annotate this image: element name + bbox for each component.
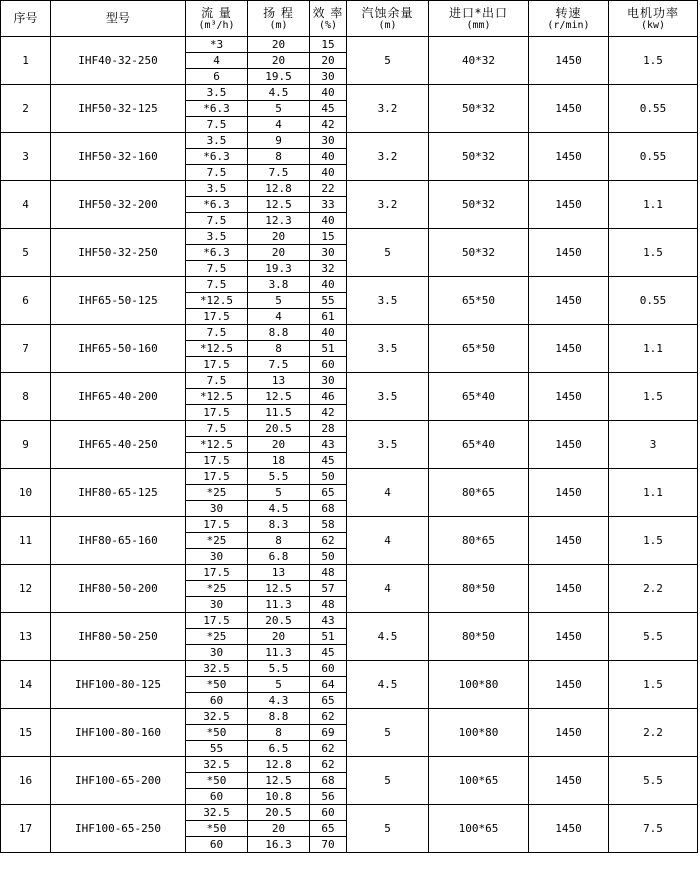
power-cell: 1.1	[609, 325, 698, 373]
speed-cell: 1450	[529, 37, 609, 85]
flow-cell: 7.5	[186, 277, 248, 293]
row-index: 5	[1, 229, 51, 277]
flow-cell: 7.5	[186, 421, 248, 437]
model-cell: IHF100-80-125	[51, 661, 186, 709]
speed-cell: 1450	[529, 469, 609, 517]
flow-cell: 17.5	[186, 357, 248, 373]
row-index: 17	[1, 805, 51, 853]
port-cell: 65*50	[429, 325, 529, 373]
table-row	[1, 565, 698, 581]
port-cell: 100*80	[429, 661, 529, 709]
head-cell: 16.3	[248, 837, 310, 853]
head-cell: 3.8	[248, 277, 310, 293]
speed-cell: 1450	[529, 277, 609, 325]
port-cell: 65*40	[429, 421, 529, 469]
row-index: 14	[1, 661, 51, 709]
header-npsh: 汽蚀余量 (m)	[347, 1, 429, 37]
efficiency-cell: 20	[310, 53, 347, 69]
flow-cell: 7.5	[186, 261, 248, 277]
npsh-cell: 3.2	[347, 133, 429, 181]
efficiency-cell: 57	[310, 581, 347, 597]
model-cell: IHF65-40-200	[51, 373, 186, 421]
head-cell: 13	[248, 565, 310, 581]
efficiency-cell: 62	[310, 757, 347, 773]
efficiency-cell: 62	[310, 741, 347, 757]
table-row	[1, 613, 698, 629]
head-cell: 8.3	[248, 517, 310, 533]
flow-cell: 17.5	[186, 309, 248, 325]
head-cell: 6.5	[248, 741, 310, 757]
port-cell: 65*50	[429, 277, 529, 325]
model-cell: IHF100-65-200	[51, 757, 186, 805]
row-index: 9	[1, 421, 51, 469]
table-row	[1, 421, 698, 437]
efficiency-cell: 43	[310, 613, 347, 629]
efficiency-cell: 65	[310, 693, 347, 709]
head-cell: 5	[248, 485, 310, 501]
flow-cell: 60	[186, 693, 248, 709]
model-cell: IHF50-32-200	[51, 181, 186, 229]
header-speed: 转速 (r/min)	[529, 1, 609, 37]
head-cell: 8	[248, 533, 310, 549]
flow-cell: 17.5	[186, 517, 248, 533]
head-cell: 7.5	[248, 357, 310, 373]
table-row	[1, 517, 698, 533]
head-cell: 20	[248, 229, 310, 245]
head-cell: 19.5	[248, 69, 310, 85]
power-cell: 7.5	[609, 805, 698, 853]
flow-cell: *12.5	[186, 341, 248, 357]
model-cell: IHF100-65-250	[51, 805, 186, 853]
head-cell: 12.8	[248, 181, 310, 197]
port-cell: 100*65	[429, 757, 529, 805]
table-row	[1, 277, 698, 293]
efficiency-cell: 62	[310, 709, 347, 725]
efficiency-cell: 40	[310, 325, 347, 341]
head-cell: 20	[248, 37, 310, 53]
head-cell: 5	[248, 677, 310, 693]
row-index: 12	[1, 565, 51, 613]
head-cell: 18	[248, 453, 310, 469]
head-cell: 9	[248, 133, 310, 149]
efficiency-cell: 62	[310, 533, 347, 549]
power-cell: 2.2	[609, 709, 698, 757]
efficiency-cell: 50	[310, 469, 347, 485]
flow-cell: *25	[186, 629, 248, 645]
efficiency-cell: 40	[310, 277, 347, 293]
efficiency-cell: 70	[310, 837, 347, 853]
npsh-cell: 5	[347, 709, 429, 757]
row-index: 16	[1, 757, 51, 805]
efficiency-cell: 46	[310, 389, 347, 405]
head-cell: 4	[248, 309, 310, 325]
flow-cell: 3.5	[186, 85, 248, 101]
speed-cell: 1450	[529, 133, 609, 181]
header-head: 扬 程 (m)	[248, 1, 310, 37]
head-cell: 12.5	[248, 389, 310, 405]
row-index: 10	[1, 469, 51, 517]
header-model: 型号	[51, 1, 186, 37]
npsh-cell: 4.5	[347, 661, 429, 709]
head-cell: 20	[248, 821, 310, 837]
flow-cell: 30	[186, 645, 248, 661]
flow-cell: 17.5	[186, 613, 248, 629]
power-cell: 1.1	[609, 181, 698, 229]
head-cell: 5	[248, 293, 310, 309]
efficiency-cell: 51	[310, 341, 347, 357]
npsh-cell: 5	[347, 805, 429, 853]
speed-cell: 1450	[529, 661, 609, 709]
flow-cell: *6.3	[186, 149, 248, 165]
flow-cell: 30	[186, 549, 248, 565]
row-index: 7	[1, 325, 51, 373]
port-cell: 40*32	[429, 37, 529, 85]
npsh-cell: 3.5	[347, 421, 429, 469]
efficiency-cell: 30	[310, 133, 347, 149]
flow-cell: 17.5	[186, 405, 248, 421]
head-cell: 11.5	[248, 405, 310, 421]
header-flow: 流 量 (m³/h)	[186, 1, 248, 37]
speed-cell: 1450	[529, 229, 609, 277]
header-efficiency: 效 率 (%)	[310, 1, 347, 37]
row-index: 8	[1, 373, 51, 421]
head-cell: 4.5	[248, 85, 310, 101]
speed-cell: 1450	[529, 805, 609, 853]
table-row	[1, 469, 698, 485]
speed-cell: 1450	[529, 565, 609, 613]
table-row	[1, 133, 698, 149]
flow-cell: 55	[186, 741, 248, 757]
efficiency-cell: 45	[310, 453, 347, 469]
flow-cell: *6.3	[186, 245, 248, 261]
flow-cell: *50	[186, 821, 248, 837]
port-cell: 50*32	[429, 181, 529, 229]
head-cell: 20.5	[248, 613, 310, 629]
head-cell: 20	[248, 245, 310, 261]
flow-cell: 6	[186, 69, 248, 85]
head-cell: 11.3	[248, 645, 310, 661]
efficiency-cell: 15	[310, 37, 347, 53]
flow-cell: *3	[186, 37, 248, 53]
header-port: 进口*出口 (mm)	[429, 1, 529, 37]
efficiency-cell: 22	[310, 181, 347, 197]
table-row	[1, 325, 698, 341]
head-cell: 4.3	[248, 693, 310, 709]
speed-cell: 1450	[529, 421, 609, 469]
flow-cell: *12.5	[186, 389, 248, 405]
efficiency-cell: 33	[310, 197, 347, 213]
port-cell: 80*50	[429, 613, 529, 661]
power-cell: 0.55	[609, 133, 698, 181]
table-row	[1, 709, 698, 725]
head-cell: 20.5	[248, 421, 310, 437]
port-cell: 50*32	[429, 229, 529, 277]
flow-cell: *25	[186, 533, 248, 549]
head-cell: 20	[248, 437, 310, 453]
row-index: 6	[1, 277, 51, 325]
head-cell: 19.3	[248, 261, 310, 277]
efficiency-cell: 65	[310, 821, 347, 837]
npsh-cell: 5	[347, 37, 429, 85]
efficiency-cell: 69	[310, 725, 347, 741]
model-cell: IHF50-32-125	[51, 85, 186, 133]
flow-cell: 7.5	[186, 325, 248, 341]
power-cell: 1.5	[609, 37, 698, 85]
head-cell: 8	[248, 149, 310, 165]
head-cell: 5.5	[248, 661, 310, 677]
flow-cell: 17.5	[186, 565, 248, 581]
power-cell: 1.5	[609, 229, 698, 277]
head-cell: 4	[248, 117, 310, 133]
efficiency-cell: 30	[310, 373, 347, 389]
flow-cell: 4	[186, 53, 248, 69]
npsh-cell: 3.5	[347, 277, 429, 325]
efficiency-cell: 60	[310, 805, 347, 821]
head-cell: 20	[248, 53, 310, 69]
flow-cell: *25	[186, 485, 248, 501]
table-row	[1, 85, 698, 101]
head-cell: 8.8	[248, 709, 310, 725]
speed-cell: 1450	[529, 613, 609, 661]
head-cell: 10.8	[248, 789, 310, 805]
header-row	[1, 1, 698, 37]
npsh-cell: 3.5	[347, 325, 429, 373]
power-cell: 1.5	[609, 517, 698, 565]
speed-cell: 1450	[529, 517, 609, 565]
flow-cell: 7.5	[186, 373, 248, 389]
model-cell: IHF80-65-125	[51, 469, 186, 517]
npsh-cell: 4.5	[347, 613, 429, 661]
head-cell: 12.5	[248, 773, 310, 789]
power-cell: 3	[609, 421, 698, 469]
speed-cell: 1450	[529, 373, 609, 421]
efficiency-cell: 60	[310, 661, 347, 677]
efficiency-cell: 48	[310, 597, 347, 613]
efficiency-cell: 45	[310, 645, 347, 661]
head-cell: 13	[248, 373, 310, 389]
model-cell: IHF50-32-250	[51, 229, 186, 277]
port-cell: 80*65	[429, 517, 529, 565]
power-cell: 5.5	[609, 613, 698, 661]
npsh-cell: 3.2	[347, 181, 429, 229]
head-cell: 20.5	[248, 805, 310, 821]
npsh-cell: 5	[347, 757, 429, 805]
head-cell: 7.5	[248, 165, 310, 181]
efficiency-cell: 40	[310, 85, 347, 101]
efficiency-cell: 48	[310, 565, 347, 581]
npsh-cell: 3.5	[347, 373, 429, 421]
port-cell: 100*65	[429, 805, 529, 853]
efficiency-cell: 42	[310, 405, 347, 421]
head-cell: 20	[248, 629, 310, 645]
flow-cell: 7.5	[186, 165, 248, 181]
efficiency-cell: 45	[310, 101, 347, 117]
header-power: 电机功率 (kw)	[609, 1, 698, 37]
head-cell: 5	[248, 101, 310, 117]
npsh-cell: 4	[347, 565, 429, 613]
efficiency-cell: 30	[310, 245, 347, 261]
efficiency-cell: 55	[310, 293, 347, 309]
model-cell: IHF65-50-125	[51, 277, 186, 325]
speed-cell: 1450	[529, 85, 609, 133]
speed-cell: 1450	[529, 709, 609, 757]
efficiency-cell: 60	[310, 357, 347, 373]
head-cell: 5.5	[248, 469, 310, 485]
efficiency-cell: 65	[310, 485, 347, 501]
flow-cell: 7.5	[186, 213, 248, 229]
model-cell: IHF40-32-250	[51, 37, 186, 85]
npsh-cell: 3.2	[347, 85, 429, 133]
efficiency-cell: 43	[310, 437, 347, 453]
power-cell: 1.5	[609, 373, 698, 421]
head-cell: 8	[248, 725, 310, 741]
row-index: 4	[1, 181, 51, 229]
flow-cell: *25	[186, 581, 248, 597]
flow-cell: 32.5	[186, 661, 248, 677]
efficiency-cell: 68	[310, 501, 347, 517]
power-cell: 0.55	[609, 85, 698, 133]
speed-cell: 1450	[529, 757, 609, 805]
power-cell: 2.2	[609, 565, 698, 613]
flow-cell: 17.5	[186, 469, 248, 485]
head-cell: 8.8	[248, 325, 310, 341]
speed-cell: 1450	[529, 325, 609, 373]
flow-cell: 32.5	[186, 757, 248, 773]
flow-cell: *12.5	[186, 437, 248, 453]
efficiency-cell: 30	[310, 69, 347, 85]
row-index: 13	[1, 613, 51, 661]
row-index: 15	[1, 709, 51, 757]
head-cell: 12.8	[248, 757, 310, 773]
flow-cell: 3.5	[186, 181, 248, 197]
head-cell: 8	[248, 341, 310, 357]
table-row	[1, 757, 698, 773]
head-cell: 11.3	[248, 597, 310, 613]
model-cell: IHF80-50-200	[51, 565, 186, 613]
row-index: 2	[1, 85, 51, 133]
port-cell: 80*65	[429, 469, 529, 517]
head-cell: 12.5	[248, 581, 310, 597]
flow-cell: *50	[186, 725, 248, 741]
power-cell: 0.55	[609, 277, 698, 325]
flow-cell: 30	[186, 501, 248, 517]
efficiency-cell: 64	[310, 677, 347, 693]
flow-cell: 60	[186, 837, 248, 853]
model-cell: IHF65-40-250	[51, 421, 186, 469]
npsh-cell: 4	[347, 469, 429, 517]
port-cell: 65*40	[429, 373, 529, 421]
row-index: 11	[1, 517, 51, 565]
table-row	[1, 181, 698, 197]
efficiency-cell: 42	[310, 117, 347, 133]
head-cell: 4.5	[248, 501, 310, 517]
power-cell: 1.5	[609, 661, 698, 709]
speed-cell: 1450	[529, 181, 609, 229]
table-row	[1, 229, 698, 245]
efficiency-cell: 68	[310, 773, 347, 789]
power-cell: 5.5	[609, 757, 698, 805]
table-row	[1, 37, 698, 53]
flow-cell: *6.3	[186, 197, 248, 213]
flow-cell: 3.5	[186, 133, 248, 149]
flow-cell: *12.5	[186, 293, 248, 309]
flow-cell: 30	[186, 597, 248, 613]
efficiency-cell: 28	[310, 421, 347, 437]
head-cell: 12.3	[248, 213, 310, 229]
row-index: 3	[1, 133, 51, 181]
efficiency-cell: 15	[310, 229, 347, 245]
flow-cell: 32.5	[186, 805, 248, 821]
model-cell: IHF50-32-160	[51, 133, 186, 181]
flow-cell: 7.5	[186, 117, 248, 133]
table-row	[1, 661, 698, 677]
model-cell: IHF80-65-160	[51, 517, 186, 565]
model-cell: IHF65-50-160	[51, 325, 186, 373]
flow-cell: *50	[186, 773, 248, 789]
efficiency-cell: 61	[310, 309, 347, 325]
efficiency-cell: 56	[310, 789, 347, 805]
flow-cell: 17.5	[186, 453, 248, 469]
power-cell: 1.1	[609, 469, 698, 517]
header-index: 序号	[1, 1, 51, 37]
table-row	[1, 373, 698, 389]
npsh-cell: 5	[347, 229, 429, 277]
efficiency-cell: 58	[310, 517, 347, 533]
model-cell: IHF80-50-250	[51, 613, 186, 661]
efficiency-cell: 51	[310, 629, 347, 645]
port-cell: 80*50	[429, 565, 529, 613]
port-cell: 50*32	[429, 133, 529, 181]
flow-cell: *50	[186, 677, 248, 693]
table-row	[1, 805, 698, 821]
head-cell: 12.5	[248, 197, 310, 213]
efficiency-cell: 50	[310, 549, 347, 565]
npsh-cell: 4	[347, 517, 429, 565]
flow-cell: 60	[186, 789, 248, 805]
port-cell: 50*32	[429, 85, 529, 133]
head-cell: 6.8	[248, 549, 310, 565]
efficiency-cell: 40	[310, 213, 347, 229]
row-index: 1	[1, 37, 51, 85]
efficiency-cell: 40	[310, 165, 347, 181]
efficiency-cell: 32	[310, 261, 347, 277]
model-cell: IHF100-80-160	[51, 709, 186, 757]
efficiency-cell: 40	[310, 149, 347, 165]
flow-cell: 32.5	[186, 709, 248, 725]
port-cell: 100*80	[429, 709, 529, 757]
flow-cell: 3.5	[186, 229, 248, 245]
flow-cell: *6.3	[186, 101, 248, 117]
